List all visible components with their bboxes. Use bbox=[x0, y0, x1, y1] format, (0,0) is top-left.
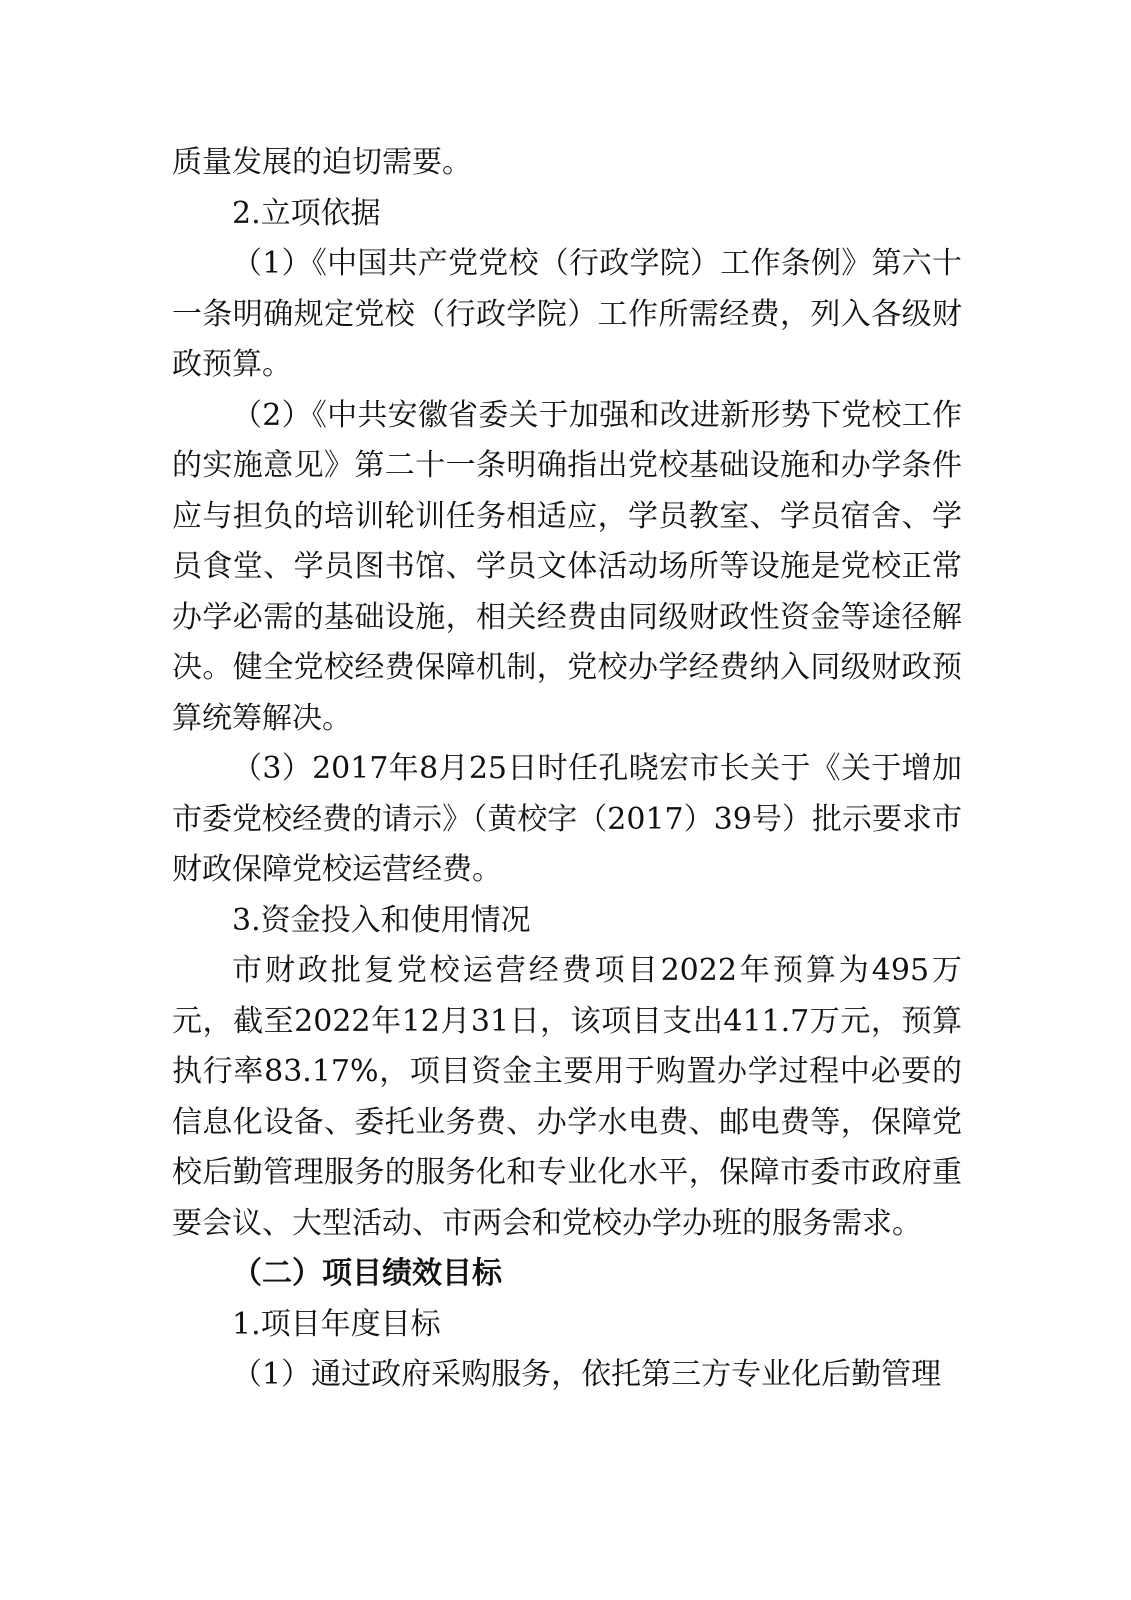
paragraph-continuation: 质量发展的迫切需要。 bbox=[172, 145, 472, 180]
heading-performance-goals: （二）项目绩效目标 bbox=[232, 1256, 502, 1291]
heading-funding: 3.资金投入和使用情况 bbox=[232, 902, 531, 938]
paragraph-basis-1: （1）《中国共产党党校（行政学院）工作条例》第六十一条明确规定党校（行政学院）工作所需经费，列入各级财政预算。 bbox=[172, 246, 962, 382]
paragraph-basis-3: （3）2017年8月25日时任孔晓宏市长关于《关于增加市委党校经费的请示》（黄校字（2017）39号）批示要求市财政保障党校运营经费。 bbox=[172, 751, 962, 887]
heading-annual-goals: 1.项目年度目标 bbox=[232, 1306, 441, 1342]
paragraph-funding: 市财政批复党校运营经费项目2022年预算为495万元，截至2022年12月31日，该项目支出411.7万元，预算执行率83.17%，项目资金主要用于购置办学过程中必要的信息化设备、委托业务费、办学水电费、邮电费等，保障党校后勤管理服务的服务化和专业化水平，保障市委市政府重要会议、大型活动、市两会和党校办学办班的服务需求。 bbox=[172, 953, 962, 1241]
heading-project-basis: 2.立项依据 bbox=[232, 195, 381, 231]
paragraph-annual-goal-1: （1）通过政府采购服务，依托第三方专业化后勤管理 bbox=[232, 1357, 942, 1392]
document-body bbox=[172, 138, 962, 1401]
paragraph-basis-2: （2）《中共安徽省委关于加强和改进新形势下党校工作的实施意见》第二十一条明确指出党校基础设施和办学条件应与担负的培训轮训任务相适应，学员教室、学员宿舍、学员食堂、学员图书馆、学员文体活动场所等设施是党校正常办学必需的基础设施，相关经费由同级财政性资金等途径解决。健全党校经费保障机制，党校办学经费纳入同级财政预算统筹解决。 bbox=[172, 397, 962, 736]
